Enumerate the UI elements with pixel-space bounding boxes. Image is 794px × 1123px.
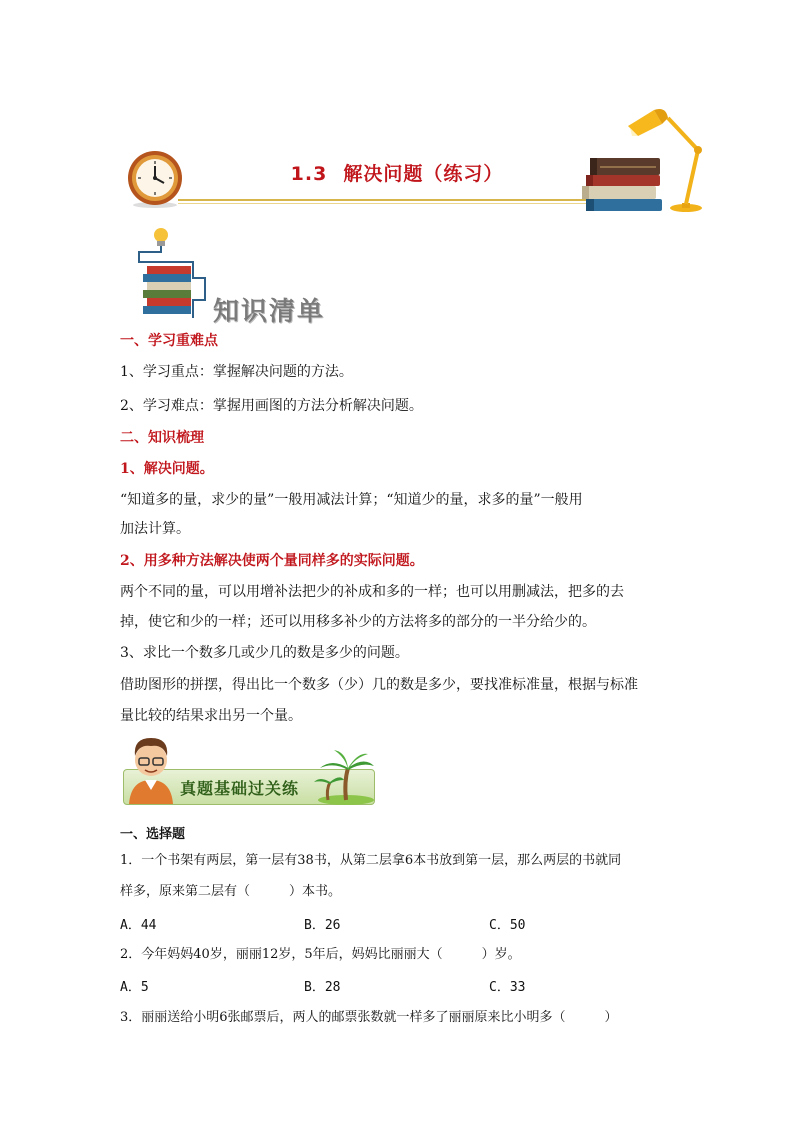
paragraph-line: 借助图形的拼摆，得出比一个数多（少）几的数是多少，要找准标准量，根据与标准: [120, 677, 638, 693]
option-a: A．44: [120, 918, 157, 933]
option-b: B．28: [304, 980, 341, 995]
paragraph-line: 两个不同的量，可以用增补法把少的补成和多的一样；也可以用删减法，把多的去: [120, 584, 624, 600]
practice-banner: 真题基础过关练: [180, 779, 300, 798]
title-text: 解决问题（练习）: [343, 163, 504, 185]
section2-heading: 二、知识梳理: [120, 430, 204, 446]
question-1-cont: 样多，原来第二层有（ ）本书。: [120, 884, 342, 899]
section-number: 1.3: [290, 163, 328, 185]
subheading-3: 3、求比一个数多几或少几的数是多少的问题。: [120, 645, 409, 661]
palm-tree-icon: [312, 748, 376, 806]
lightbulb-books-icon: [133, 226, 215, 322]
option-c: C．50: [489, 918, 526, 933]
option-b: B．26: [304, 918, 341, 933]
list-item: 2、学习难点：掌握用画图的方法分析解决问题。: [120, 398, 423, 414]
knowledge-banner: 知识清单: [213, 297, 326, 327]
section1-heading: 一、学习重难点: [120, 333, 218, 349]
paragraph-line: 量比较的结果求出另一个量。: [120, 708, 302, 724]
option-a: A．5: [120, 980, 149, 995]
subheading-2: 2、用多种方法解决使两个量同样多的实际问题。: [120, 553, 424, 569]
title-underline-thin: [178, 203, 588, 204]
exercise-heading: 一、选择题: [120, 827, 186, 842]
paragraph-line: 加法计算。: [120, 521, 190, 537]
teacher-avatar-icon: [123, 728, 179, 804]
question-3: 3．丽丽送给小明6张邮票后，两人的邮票张数就一样多了丽丽原来比小明多（ ）: [120, 1010, 618, 1025]
book-stack-icon: [580, 155, 664, 213]
paragraph-line: 掉，使它和少的一样；还可以用移多补少的方法将多的部分的一半分给少的。: [120, 614, 596, 630]
subheading-1: 1、解决问题。: [120, 461, 214, 477]
question-2: 2．今年妈妈40岁，丽丽12岁，5年后，妈妈比丽丽大（ ）岁。: [120, 947, 521, 962]
title-underline: [178, 199, 588, 201]
paragraph-line: “知道多的量，求少的量”一般用减法计算；“知道少的量，求多的量”一般用: [120, 492, 583, 508]
option-c: C．33: [489, 980, 526, 995]
list-item: 1、学习重点：掌握解决问题的方法。: [120, 364, 353, 380]
question-1: 1．一个书架有两层，第一层有38书，从第二层拿6本书放到第一层，那么两层的书就同: [120, 853, 622, 868]
